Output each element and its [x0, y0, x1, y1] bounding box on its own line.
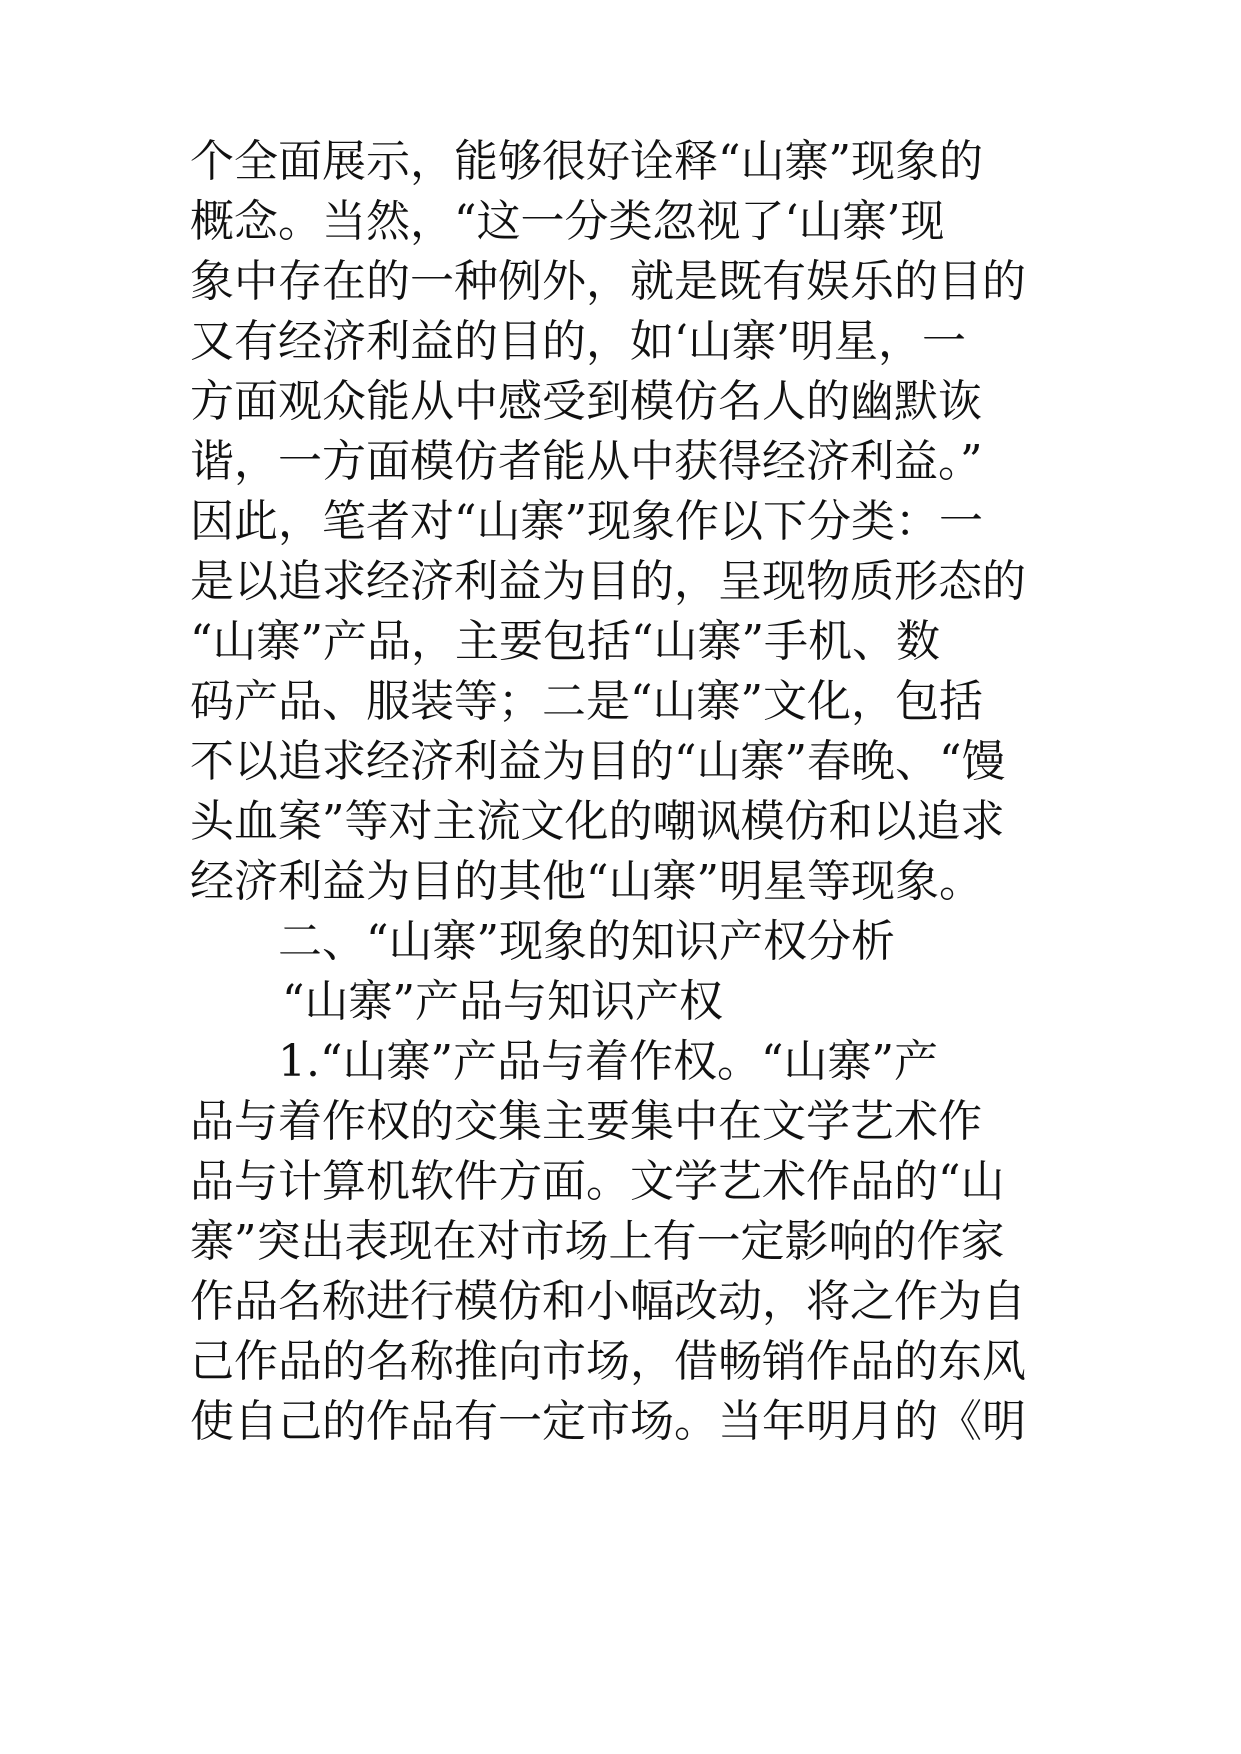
body-text-line: 不以追求经济利益为目的“山寨”春晚、“馒	[190, 736, 1006, 787]
body-text-line: 使自己的作品有一定市场。当年明月的《明	[190, 1396, 1026, 1447]
body-text-line: 经济利益为目的其他“山寨”明星等现象。	[190, 856, 983, 907]
body-text-line: 象中存在的一种例外，就是既有娱乐的目的	[190, 256, 1026, 307]
body-text-line: 1.“山寨”产品与着作权。“山寨”产	[278, 1036, 938, 1087]
body-text-line: 概念。当然，“这一分类忽视了‘山寨’现	[190, 196, 945, 247]
body-text-line: 作品名称进行模仿和小幅改动，将之作为自	[190, 1276, 1026, 1327]
body-text-line: 品与着作权的交集主要集中在文学艺术作	[190, 1096, 982, 1147]
body-text-line: 品与计算机软件方面。文学艺术作品的“山	[190, 1156, 1005, 1207]
section-heading: 二、“山寨”现象的知识产权分析	[278, 916, 895, 967]
subsection-heading: “山寨”产品与知识产权	[282, 976, 723, 1027]
body-text-line: 是以追求经济利益为目的，呈现物质形态的	[190, 556, 1026, 607]
body-text-line: 码产品、服装等；二是“山寨”文化，包括	[190, 676, 983, 727]
body-text-line: 方面观众能从中感受到模仿名人的幽默诙	[190, 376, 982, 427]
body-text-line: 寨”突出表现在对市场上有一定影响的作家	[190, 1216, 1005, 1267]
body-text-line: 谐，一方面模仿者能从中获得经济利益。”	[190, 436, 983, 487]
body-text-line: 个全面展示，能够很好诠释“山寨”现象的	[190, 136, 983, 187]
body-text-line: 因此，笔者对“山寨”现象作以下分类：一	[190, 496, 983, 547]
body-text-line: “山寨”产品，主要包括“山寨”手机、数	[190, 616, 940, 667]
body-text-line: 头血案”等对主流文化的嘲讽模仿和以追求	[190, 796, 1005, 847]
body-text-line: 己作品的名称推向市场，借畅销作品的东风	[190, 1336, 1026, 1387]
body-text-line: 又有经济利益的目的，如‘山寨’明星，一	[190, 316, 966, 367]
